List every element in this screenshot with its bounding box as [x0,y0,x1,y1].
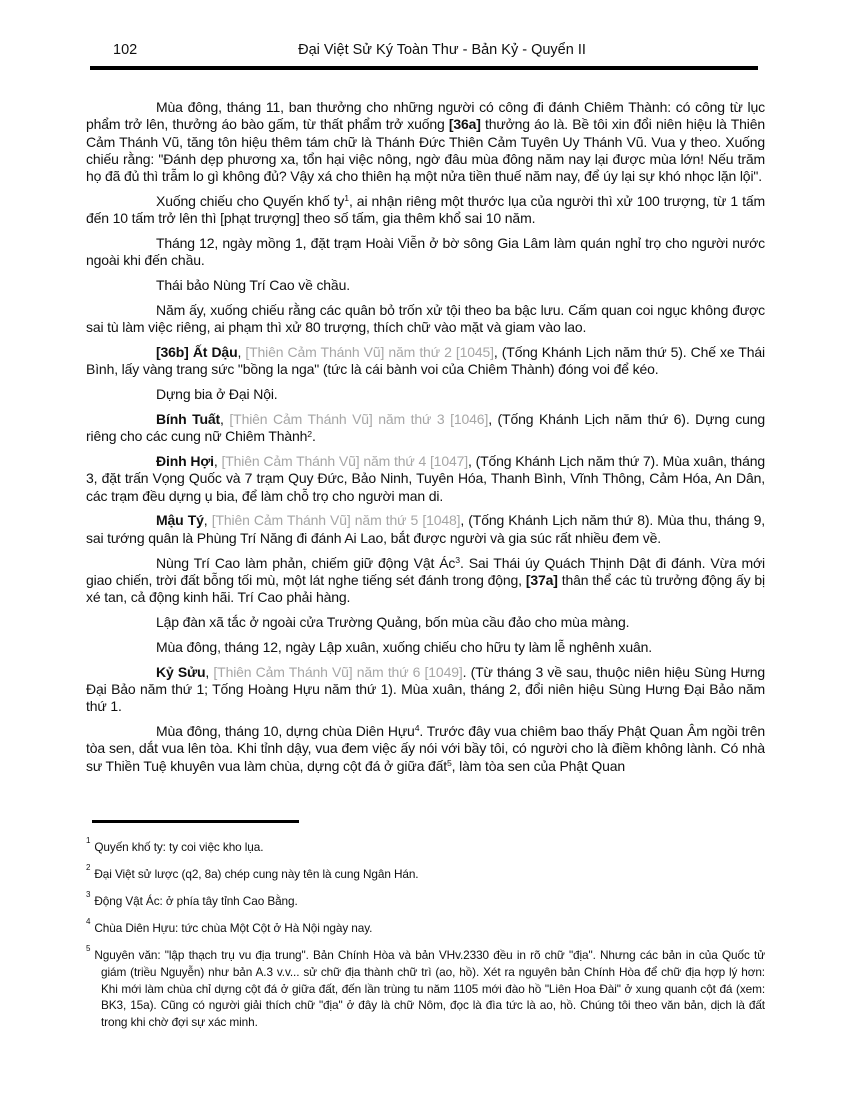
paragraph [86,99,765,185]
footnote-marker: 3 [86,889,91,899]
era-date-label: [Thiên Cảm Thánh Vũ] năm thứ 4 [1047] [221,453,468,470]
body-paragraphs [86,99,765,813]
footnote-text: Nguyên văn: "lập thạch trụ vu địa trung". Bản Chính Hòa và bản VHv.2330 đều in rõ chữ "địa". Nhưng các bản in của Quốc tử giám (triều Nguyễn) như bản A.3 v.v... sử chữ địa thành chữ trì (ao, hồ). Xét ra nguyên bản Chính Hòa để chữ địa hợp lý hơn: Khi mới làm chùa chỉ dựng cột đá ở giữa đất, đến lần trùng tu năm 1105 mới đào hồ "Liên Hoa Đài" ở xung quanh cột đá (xem: BK3, 15a). Cũng có người giải thích chữ "địa" ở đây là chữ Nôm, đọc là đìa tức là ao, hồ. Chúng tôi theo văn bản, dịch là đất trong khi chờ đợi sự xác minh. [94,948,765,1029]
paragraph [86,723,765,775]
paragraph [86,411,765,446]
footnote [86,916,765,937]
page-title: Đại Việt Sử Ký Toàn Thư - Bản Kỷ - Quyển II [298,42,586,58]
text-run: Năm ấy, xuống chiếu rằng các quân bỏ trốn xử tội theo ba bậc lưu. Cấm quan coi ngục không được sai tù làm việc riêng, ai phạm thì xử 80 trượng, thích chữ vào mặt và giam vào lao. [86,301,765,336]
header-rule [90,66,758,70]
text-run: Mùa đông, tháng 12, ngày Lập xuân, xuống chiếu cho hữu ty làm lễ nghênh xuân. [156,638,652,655]
text-run: thưởng áo là. Bề tôi xin đổi niên hiệu là Thiên Cảm Thánh Vũ, tăng tôn hiệu thêm tám chữ là Thánh Đức Thiên Cảm Tuyên Uy Thánh Vũ. Vua y theo. Xuống chiếu rằng: "Đánh dẹp phương xa, tổn hại việc nông, ngờ đâu mùa đông năm nay lại được mùa lớn! Nếu trăm họ đã đủ thì trẫm lo gì không đủ? Vậy xá cho thiên hạ một nửa tiền thuế năm nay, để úy lại sự khó nhọc lặn lội". [86,116,765,185]
text-run: , [203,512,212,529]
text-run: . Sai Thái úy Quách Thịnh Dật đi đánh. Vừa mới giao chiến, trời đất bỗng tối mù, một lát nghe tiếng sét đánh trong động, [86,554,765,588]
text-run: thân thể các tù trưởng động ấy bị xé tan, cả động kinh hãi. Trí Cao phải hàng. [86,571,765,606]
footnote-separator [92,820,299,823]
footnote-reference: 5 [446,758,452,768]
text-run: Xuống chiếu cho Quyến khố ty [156,192,345,209]
footnote [86,862,765,883]
footnote-reference: 3 [455,555,460,566]
paragraph [86,193,765,228]
folio-reference: Mậu Tý [156,512,204,529]
folio-reference: [36b] Ất Dậu [156,344,238,361]
paragraph [86,664,765,716]
text-run: Mùa đông, tháng 10, dựng chùa Diên Hựu [156,722,415,739]
folio-reference: Đinh Hợi [156,453,214,470]
paragraph [86,639,765,656]
footnote-text: Động Vật Ác: ở phía tây tỉnh Cao Bằng. [94,894,298,909]
text-run: , (Tống Khánh Lịch năm thứ 8). Mùa thu, tháng 9, sai tướng quân là Phùng Trí Năng đi đánh Ai Lao, bắt được người và gia súc rất nhiều đem về. [86,512,765,546]
text-run: , làm tòa sen của Phật Quan [451,757,626,774]
footnote-marker: 4 [86,916,91,926]
footnote [86,835,765,856]
paragraph [86,614,765,631]
footnote [86,889,765,910]
paragraph [86,453,765,505]
footnote [86,943,765,1030]
text-run: . (Từ tháng 3 về sau, thuộc niên hiệu Sùng Hưng Đại Bảo năm thứ 1; Tống Hoàng Hựu năm thứ 1). Mùa xuân, tháng 2, đổi niên hiệu Sùng Hưng Đại Bảo năm thứ 1. [86,663,765,715]
paragraph [86,555,765,607]
text-run: , [205,663,214,680]
folio-reference: Kỷ Sửu [156,663,206,680]
era-date-label: [Thiên Cảm Thánh Vũ] năm thứ 5 [1048] [211,512,461,529]
text-run: Tháng 12, ngày mồng 1, đặt trạm Hoài Viễn ở bờ sông Gia Lâm làm quán nghỉ trọ cho người nước ngoài khi đến chầu. [86,235,765,269]
text-run: , (Tống Khánh Lịch năm thứ 7). Mùa xuân, tháng 3, đặt trấn Vọng Quốc và 7 trạm Quy Đức, Bảo Ninh, Tuyên Hóa, Thanh Bình, Vĩnh Thông, Cảm Hóa, An Dân, các trạm đều dựng ụ bia, để làm chỗ trọ cho người man di. [86,453,765,504]
text-run: Thái bảo Nùng Trí Cao về chầu. [156,277,350,294]
footnote-reference: 4 [414,723,420,734]
folio-reference: Bính Tuất [156,410,221,427]
footnote-marker: 5 [86,943,91,953]
text-run: , [213,453,222,470]
footnote-reference: 1 [344,193,349,204]
era-date-label: [Thiên Cảm Thánh Vũ] năm thứ 2 [1045] [245,344,494,361]
footnote-marker: 1 [86,835,91,845]
folio-reference: [37a] [525,571,558,588]
footnote-marker: 2 [86,862,91,872]
text-run: . [311,428,316,445]
text-run: Dựng bia ở Đại Nội. [156,386,278,403]
era-date-label: [Thiên Cảm Thánh Vũ] năm thứ 6 [1049] [213,663,463,680]
folio-reference: [36a] [448,116,481,133]
footnotes-section [86,820,765,1041]
text-run: , [237,344,246,361]
footnotes-list [86,835,765,1030]
text-run: Mùa đông, tháng 11, ban thưởng cho những người có công đi đánh Chiêm Thành: có công từ lục phẩm trở lên, thưởng áo bào gấm, từ thất phẩm trở xuống [86,99,765,133]
paragraph [86,302,765,337]
paragraph [86,235,765,270]
footnote-reference: 2 [307,428,312,439]
era-date-label: [Thiên Cảm Thánh Vũ] năm thứ 3 [1046] [229,410,489,427]
text-run: , (Tống Khánh Lịch năm thứ 6). Dựng cung riêng cho các cung nữ Chiêm Thành [86,410,765,445]
text-run: Nùng Trí Cao làm phản, chiếm giữ động Vật Ác [156,554,456,571]
text-run: , (Tống Khánh Lịch năm thứ 5). Chế xe Thái Bình, lấy vàng trang sức "bồng la nga" (tức là cái bành voi của Chiêm Thành) đóng voi để kéo. [86,344,765,378]
text-run: . Trước đây vua chiêm bao thấy Phật Quan Âm ngồi trên tòa sen, dắt vua lên tòa. Khi tỉnh dậy, vua đem việc ấy nói với bầy tôi, có người cho là điềm không lành. Có nhà sư Thiền Tuệ khuyên vua làm chùa, dựng cột đá ở giữa đất [86,722,765,774]
page-header [86,42,764,62]
text-run: , [220,410,230,427]
text-run: Lập đàn xã tắc ở ngoài cửa Trường Quảng, bốn mùa cầu đảo cho mùa màng. [156,613,630,630]
paragraph [86,344,765,379]
footnote-text: Đại Việt sử lược (q2, 8a) chép cung này tên là cung Ngân Hán. [94,867,419,882]
page-number: 102 [113,42,138,58]
footnote-text: Quyến khố ty: ty coi việc kho lụa. [94,840,264,854]
footnote-text: Chùa Diên Hựu: tức chùa Một Cột ở Hà Nội ngày nay. [94,921,373,936]
text-run: , ai nhận riêng một thước lụa của người thì xử 100 trượng, từ 1 tấm đến 10 tấm trở lên thì [phạt trượng] theo số tấm, gia thêm khổ sai 10 năm. [86,192,765,227]
paragraph [86,277,765,294]
paragraph [86,512,765,547]
paragraph [86,386,765,403]
